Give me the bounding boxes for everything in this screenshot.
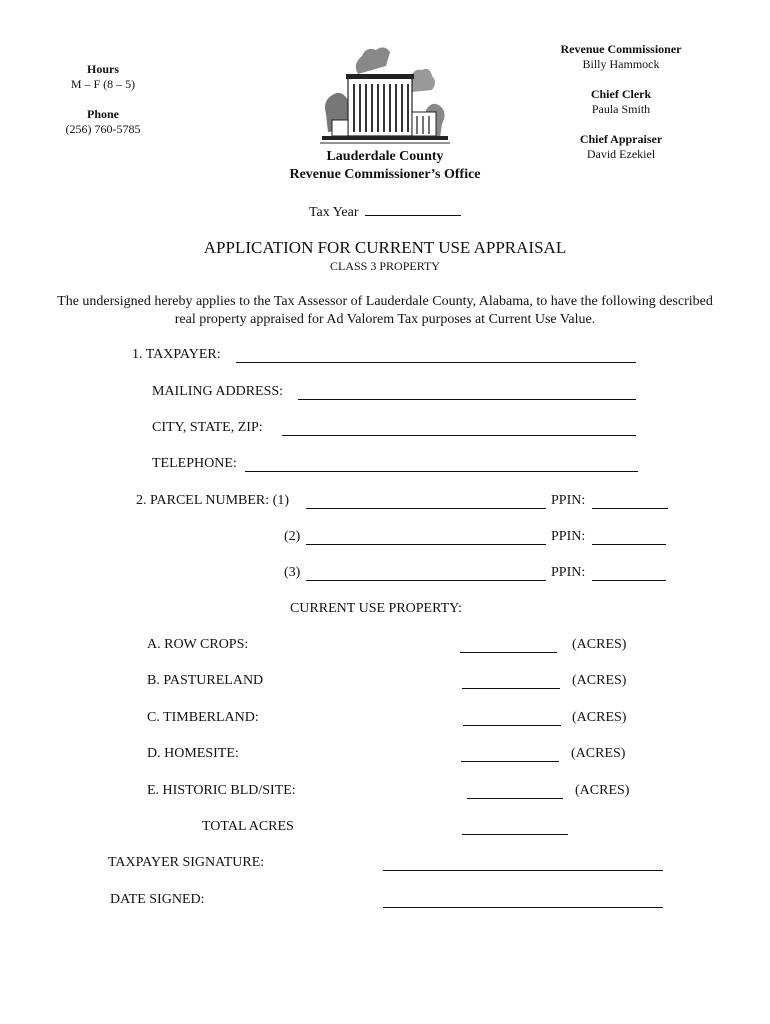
ppin-1-field[interactable]	[592, 507, 668, 509]
current-use-heading: CURRENT USE PROPERTY:	[290, 601, 462, 616]
acres-unit: (ACRES)	[572, 673, 627, 688]
ppin-label: PPIN:	[551, 529, 586, 544]
ppin-2-field[interactable]	[592, 543, 666, 545]
parcel-1-field[interactable]	[306, 507, 546, 509]
parcel-2-field[interactable]	[306, 543, 546, 545]
acres-unit: (ACRES)	[572, 710, 627, 725]
homesite-acres-field[interactable]	[461, 760, 559, 762]
mailing-address-label: MAILING ADDRESS:	[152, 384, 284, 399]
courthouse-building-icon	[318, 44, 452, 148]
pastureland-acres-field[interactable]	[462, 687, 560, 689]
parcel-3-field[interactable]	[306, 579, 546, 581]
total-acres-field[interactable]	[462, 833, 568, 835]
signature-label: TAXPAYER SIGNATURE:	[108, 855, 265, 870]
telephone-field[interactable]	[245, 470, 638, 472]
taxpayer-label: 1. TAXPAYER:	[132, 347, 221, 362]
acres-unit: (ACRES)	[572, 637, 627, 652]
land-type-label: B. PASTURELAND	[147, 673, 264, 688]
office-name-line1: Lauderdale County	[326, 149, 444, 164]
city-state-zip-field[interactable]	[282, 434, 636, 436]
timberland-acres-field[interactable]	[463, 724, 561, 726]
date-signed-field[interactable]	[383, 906, 663, 908]
parcel-number-label: 2. PARCEL NUMBER: (1)	[136, 493, 289, 508]
tax-year-field[interactable]	[365, 201, 461, 216]
historic-acres-field[interactable]	[467, 797, 563, 799]
taxpayer-field[interactable]	[236, 361, 636, 363]
officer-name: Paula Smith	[591, 102, 651, 116]
ppin-3-field[interactable]	[592, 579, 666, 581]
date-signed-label: DATE SIGNED:	[110, 892, 205, 907]
land-type-label: E. HISTORIC BLD/SITE:	[147, 783, 296, 798]
officer-title: Chief Appraiser	[579, 132, 663, 146]
phone-value: (256) 760-5785	[65, 122, 141, 136]
officers-block	[540, 42, 702, 162]
form-title: APPLICATION FOR CURRENT USE APPRAISAL	[203, 238, 567, 257]
row-crops-acres-field[interactable]	[460, 651, 557, 653]
office-name-line2: Revenue Commissioner’s Office	[289, 167, 481, 182]
form-subtitle: CLASS 3 PROPERTY	[330, 259, 440, 273]
officer-title: Revenue Commissioner	[560, 42, 682, 56]
intro-paragraph: The undersigned hereby applies to the Tax Assessor of Lauderdale County, Alabama, to have the following described real property appraised for Ad Valorem Tax purposes at Current Use Value.	[57, 294, 713, 327]
officer-name: Billy Hammock	[582, 57, 660, 71]
tax-year-label: Tax Year	[308, 205, 359, 220]
phone-label: Phone	[86, 107, 119, 121]
tax-year-row	[250, 201, 520, 221]
total-acres-label: TOTAL ACRES	[202, 819, 294, 834]
officer-name: David Ezekiel	[586, 147, 656, 161]
office-name	[250, 148, 520, 184]
acres-unit: (ACRES)	[571, 746, 626, 761]
land-type-label: C. TIMBERLAND:	[147, 710, 259, 725]
hours-value: M – F (8 – 5)	[70, 77, 136, 91]
hours-label: Hours	[86, 62, 119, 76]
land-type-label: D. HOMESITE:	[147, 746, 239, 761]
signature-field[interactable]	[383, 869, 663, 871]
office-hours-block	[50, 62, 156, 137]
city-state-zip-label: CITY, STATE, ZIP:	[152, 420, 263, 435]
parcel-3-label: (3)	[284, 565, 301, 580]
ppin-label: PPIN:	[551, 493, 586, 508]
officer-title: Chief Clerk	[590, 87, 652, 101]
telephone-label: TELEPHONE:	[152, 456, 237, 471]
ppin-label: PPIN:	[551, 565, 586, 580]
mailing-address-field[interactable]	[298, 398, 636, 400]
land-type-label: A. ROW CROPS:	[147, 637, 249, 652]
parcel-2-label: (2)	[284, 529, 301, 544]
acres-unit: (ACRES)	[575, 783, 630, 798]
